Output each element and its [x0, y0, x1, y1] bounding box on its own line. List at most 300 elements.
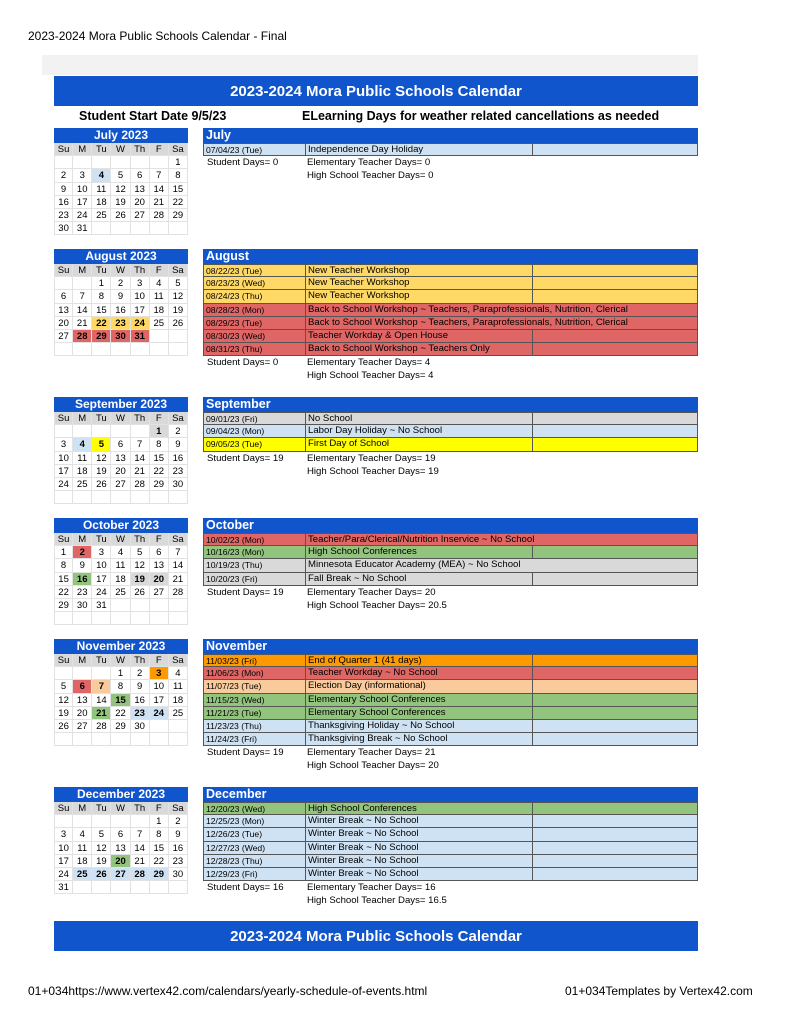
- day-cell: [54, 667, 73, 680]
- day-cell: 13: [111, 452, 130, 465]
- day-cell: 4: [73, 438, 92, 451]
- day-cell: [73, 667, 92, 680]
- day-cell: 7: [150, 169, 169, 182]
- event-note-cell: [533, 667, 697, 679]
- mini-calendar-grid: [54, 802, 188, 894]
- day-cell: 14: [131, 842, 150, 855]
- day-cell: 4: [111, 546, 130, 559]
- event-note-cell: [533, 290, 697, 302]
- day-cell: 8: [92, 290, 111, 303]
- day-cell: 17: [54, 855, 73, 868]
- day-cell: 24: [73, 209, 92, 222]
- day-cell: 19: [92, 855, 111, 868]
- day-cell: [169, 720, 188, 733]
- weekday-label: Tu: [92, 412, 111, 425]
- weekday-label: Sa: [169, 654, 188, 667]
- event-note-cell: [533, 733, 697, 745]
- day-cell: 1: [150, 425, 169, 438]
- document-title: 2023-2024 Mora Public Schools Calendar - Final: [28, 29, 287, 43]
- day-cell: 9: [73, 559, 92, 572]
- day-cell: 1: [111, 667, 130, 680]
- weekday-label: Sa: [169, 412, 188, 425]
- calendar-banner-top: 2023-2024 Mora Public Schools Calendar: [54, 76, 698, 106]
- mini-calendar-grid: [54, 654, 188, 746]
- day-cell: 20: [150, 573, 169, 586]
- event-name: Teacher Workday & Open House: [306, 330, 533, 342]
- day-cell: 15: [150, 842, 169, 855]
- day-cell: 30: [169, 868, 188, 881]
- day-cell: 31: [92, 599, 111, 612]
- event-name: Winter Break ~ No School: [306, 828, 533, 840]
- event-row: [203, 842, 698, 855]
- day-cell: [54, 815, 73, 828]
- day-cell: [150, 612, 169, 625]
- day-cell: [169, 330, 188, 343]
- day-totals: [203, 894, 698, 907]
- spacer: [203, 465, 305, 478]
- day-cell: 5: [111, 169, 130, 182]
- event-name: Back to School Workshop ~ Teachers, Paraprofessionals, Nutrition, Clerical: [308, 303, 628, 315]
- day-cell: [73, 425, 92, 438]
- event-name: Teacher Workday ~ No School: [306, 667, 533, 679]
- day-cell: 15: [92, 304, 111, 317]
- mini-calendar-title: November 2023: [54, 639, 188, 654]
- day-cell: 21: [92, 707, 111, 720]
- day-cell: 17: [131, 304, 150, 317]
- day-cell: 27: [150, 586, 169, 599]
- day-cell: [111, 815, 130, 828]
- day-cell: 18: [111, 573, 130, 586]
- day-cell: 16: [73, 573, 92, 586]
- day-cell: [169, 491, 188, 504]
- event-note-cell: [533, 680, 697, 692]
- day-cell: [54, 612, 73, 625]
- event-note-cell: [533, 828, 697, 840]
- day-cell: 12: [92, 452, 111, 465]
- weekday-label: Su: [54, 654, 73, 667]
- day-cell: [92, 733, 111, 746]
- day-cell: 1: [150, 815, 169, 828]
- day-cell: 28: [131, 868, 150, 881]
- weekday-label: F: [150, 264, 169, 277]
- mini-calendar-title: August 2023: [54, 249, 188, 264]
- day-cell: 27: [54, 330, 73, 343]
- day-cell: 16: [54, 196, 73, 209]
- day-cell: [92, 491, 111, 504]
- day-cell: 25: [111, 586, 130, 599]
- event-date: 12/29/23 (Fri): [204, 868, 306, 880]
- day-cell: 29: [150, 868, 169, 881]
- day-cell: 26: [92, 868, 111, 881]
- day-cell: 15: [169, 183, 188, 196]
- event-date: 10/19/23 (Thu): [204, 559, 306, 571]
- event-date: 10/20/23 (Fri): [204, 573, 306, 585]
- day-cell: [92, 612, 111, 625]
- day-cell: 20: [54, 317, 73, 330]
- day-cell: 8: [169, 169, 188, 182]
- day-cell: 2: [54, 169, 73, 182]
- event-row: [203, 815, 698, 828]
- high-school-teacher-days: High School Teacher Days= 0: [307, 170, 434, 182]
- event-date: 11/07/23 (Tue): [204, 680, 306, 692]
- event-date: 08/22/23 (Tue): [204, 265, 306, 276]
- event-name: Independence Day Holiday: [306, 144, 533, 155]
- day-cell: 25: [150, 317, 169, 330]
- day-cell: 27: [111, 478, 130, 491]
- event-date: 08/24/23 (Thu): [204, 290, 306, 302]
- day-cell: [150, 491, 169, 504]
- day-cell: [92, 815, 111, 828]
- day-cell: 3: [54, 828, 73, 841]
- day-cell: 6: [131, 169, 150, 182]
- day-totals: [203, 369, 698, 382]
- student-start-date: Student Start Date 9/5/23: [79, 109, 227, 123]
- elementary-teacher-days: Elementary Teacher Days= 0: [307, 157, 431, 169]
- spacer: [203, 599, 305, 612]
- day-cell: 1: [169, 156, 188, 169]
- weekday-label: Sa: [169, 143, 188, 156]
- day-cell: [92, 667, 111, 680]
- day-cell: [92, 156, 111, 169]
- day-cell: 23: [131, 707, 150, 720]
- events-table-title: September: [203, 397, 698, 412]
- day-cell: [54, 277, 73, 290]
- day-cell: 28: [169, 586, 188, 599]
- day-cell: 12: [131, 559, 150, 572]
- day-cell: [131, 491, 150, 504]
- day-cell: 17: [73, 196, 92, 209]
- mini-calendar: [54, 249, 188, 356]
- day-cell: [92, 425, 111, 438]
- event-name: Thanksgiving Holiday ~ No School: [306, 720, 533, 732]
- event-row: [203, 143, 698, 156]
- day-cell: 27: [73, 720, 92, 733]
- day-cell: 29: [111, 720, 130, 733]
- mini-calendar-grid: [54, 533, 188, 625]
- high-school-teacher-days: High School Teacher Days= 16.5: [307, 895, 447, 907]
- day-cell: 5: [131, 546, 150, 559]
- spacer: [203, 894, 305, 907]
- event-row: [203, 330, 698, 343]
- day-cell: 29: [150, 478, 169, 491]
- day-cell: 10: [131, 290, 150, 303]
- event-date: 12/28/23 (Thu): [204, 855, 306, 867]
- day-cell: 12: [169, 290, 188, 303]
- day-cell: 5: [169, 277, 188, 290]
- event-note-cell: [533, 815, 697, 827]
- day-cell: 6: [54, 290, 73, 303]
- day-cell: 19: [131, 573, 150, 586]
- day-cell: [150, 330, 169, 343]
- events-table: [203, 397, 698, 478]
- weekday-label: Su: [54, 802, 73, 815]
- day-cell: 16: [169, 842, 188, 855]
- day-cell: 14: [131, 452, 150, 465]
- day-cell: 4: [169, 667, 188, 680]
- event-name: First Day of School: [306, 438, 533, 450]
- day-totals: [203, 356, 698, 369]
- event-name: High School Conferences: [306, 546, 533, 558]
- spacer: [203, 369, 305, 382]
- weekday-label: Su: [54, 264, 73, 277]
- event-name: Winter Break ~ No School: [306, 855, 533, 867]
- day-cell: 17: [150, 694, 169, 707]
- day-cell: 19: [111, 196, 130, 209]
- day-cell: 16: [131, 694, 150, 707]
- day-cell: 30: [54, 222, 73, 235]
- day-cell: 13: [73, 694, 92, 707]
- weekday-label: Th: [131, 412, 150, 425]
- day-cell: 6: [111, 438, 130, 451]
- day-cell: 18: [169, 694, 188, 707]
- events-table-title: July: [203, 128, 698, 143]
- event-row: [203, 667, 698, 680]
- day-cell: 2: [169, 425, 188, 438]
- day-totals: [203, 452, 698, 465]
- day-cell: 2: [111, 277, 130, 290]
- event-date: 09/01/23 (Fri): [204, 413, 306, 424]
- weekday-label: Th: [131, 802, 150, 815]
- day-cell: 18: [92, 196, 111, 209]
- event-date: 10/02/23 (Mon): [204, 534, 306, 545]
- weekday-label: Th: [131, 654, 150, 667]
- mini-calendar: [54, 128, 188, 235]
- weekday-label: Th: [131, 143, 150, 156]
- day-cell: 9: [131, 680, 150, 693]
- day-cell: 3: [150, 667, 169, 680]
- events-table-title: October: [203, 518, 698, 533]
- weekday-label: W: [111, 654, 130, 667]
- mini-calendar-grid: [54, 412, 188, 504]
- day-cell: 10: [54, 452, 73, 465]
- mini-calendar: [54, 787, 188, 894]
- day-cell: [111, 343, 130, 356]
- day-cell: 12: [92, 842, 111, 855]
- event-note-cell: [533, 707, 697, 719]
- event-note-cell: [533, 720, 697, 732]
- day-cell: 29: [169, 209, 188, 222]
- day-cell: 14: [73, 304, 92, 317]
- day-cell: 22: [150, 465, 169, 478]
- day-cell: 14: [92, 694, 111, 707]
- day-cell: 29: [92, 330, 111, 343]
- day-cell: 24: [150, 707, 169, 720]
- day-cell: [150, 720, 169, 733]
- event-name: Winter Break ~ No School: [306, 842, 533, 854]
- event-note-cell: [533, 842, 697, 854]
- day-cell: [169, 612, 188, 625]
- day-totals: [203, 746, 698, 759]
- footer-credit: 01+034Templates by Vertex42.com: [565, 984, 753, 998]
- day-cell: 4: [92, 169, 111, 182]
- day-cell: 30: [111, 330, 130, 343]
- event-name: Fall Break ~ No School: [306, 573, 533, 585]
- day-cell: [169, 222, 188, 235]
- mini-calendar-title: September 2023: [54, 397, 188, 412]
- weekday-label: Tu: [92, 264, 111, 277]
- student-days: Student Days= 19: [207, 586, 284, 598]
- event-rows: [203, 264, 698, 356]
- day-cell: [73, 491, 92, 504]
- day-cell: [169, 343, 188, 356]
- day-cell: 3: [54, 438, 73, 451]
- student-days: Student Days= 0: [207, 157, 279, 169]
- day-cell: 15: [111, 694, 130, 707]
- calendar-banner-bottom: 2023-2024 Mora Public Schools Calendar: [54, 921, 698, 951]
- student-days: Student Days= 19: [207, 747, 284, 759]
- event-date: 10/16/23 (Mon): [204, 546, 306, 558]
- event-name: Winter Break ~ No School: [306, 815, 533, 827]
- mini-calendar: [54, 639, 188, 746]
- day-cell: [150, 599, 169, 612]
- high-school-teacher-days: High School Teacher Days= 4: [307, 370, 434, 382]
- day-cell: 20: [111, 855, 130, 868]
- day-cell: 10: [73, 183, 92, 196]
- mini-calendar: [54, 397, 188, 504]
- day-cell: 2: [131, 667, 150, 680]
- event-name: New Teacher Workshop: [306, 265, 533, 276]
- day-cell: [111, 612, 130, 625]
- day-cell: 23: [111, 317, 130, 330]
- event-date: 12/26/23 (Tue): [204, 828, 306, 840]
- day-cell: 4: [150, 277, 169, 290]
- day-cell: 12: [54, 694, 73, 707]
- event-name: Thanksgiving Break ~ No School: [306, 733, 533, 745]
- day-cell: 25: [73, 868, 92, 881]
- event-date: 08/28/23 (Mon): [204, 304, 306, 316]
- day-cell: 21: [73, 317, 92, 330]
- day-cell: [131, 733, 150, 746]
- weekday-label: M: [73, 412, 92, 425]
- event-row: [203, 264, 698, 277]
- day-cell: 31: [131, 330, 150, 343]
- day-cell: [73, 881, 92, 894]
- day-cell: 12: [111, 183, 130, 196]
- event-date: 12/20/23 (Wed): [204, 803, 306, 814]
- weekday-label: Tu: [92, 533, 111, 546]
- day-cell: 26: [169, 317, 188, 330]
- event-name: Minnesota Educator Academy (MEA) ~ No School: [308, 559, 521, 571]
- day-cell: 26: [54, 720, 73, 733]
- header-band: [42, 55, 698, 75]
- event-note-cell: [533, 413, 697, 424]
- day-cell: 17: [92, 573, 111, 586]
- day-cell: 9: [169, 438, 188, 451]
- event-date: 12/25/23 (Mon): [204, 815, 306, 827]
- day-cell: 3: [73, 169, 92, 182]
- elementary-teacher-days: Elementary Teacher Days= 4: [307, 357, 431, 369]
- day-cell: 18: [73, 465, 92, 478]
- events-table: [203, 128, 698, 182]
- day-cell: 14: [150, 183, 169, 196]
- day-cell: 24: [131, 317, 150, 330]
- day-cell: [73, 815, 92, 828]
- day-totals: [203, 881, 698, 894]
- event-rows: [203, 412, 698, 452]
- day-cell: 5: [54, 680, 73, 693]
- day-cell: 10: [150, 680, 169, 693]
- event-name: Back to School Workshop ~ Teachers Only: [306, 343, 533, 355]
- day-cell: 13: [111, 842, 130, 855]
- event-name: Election Day (informational): [306, 680, 533, 692]
- day-cell: [150, 156, 169, 169]
- weekday-label: M: [73, 533, 92, 546]
- event-note-cell: [533, 803, 697, 814]
- high-school-teacher-days: High School Teacher Days= 20.5: [307, 599, 447, 611]
- day-cell: [92, 881, 111, 894]
- day-cell: [111, 425, 130, 438]
- day-cell: 15: [150, 452, 169, 465]
- day-cell: 11: [92, 183, 111, 196]
- day-cell: 16: [111, 304, 130, 317]
- elementary-teacher-days: Elementary Teacher Days= 20: [307, 586, 436, 598]
- event-name: New Teacher Workshop: [306, 277, 533, 289]
- elearning-note: ELearning Days for weather related cancellations as needed: [302, 109, 660, 123]
- day-cell: [150, 881, 169, 894]
- day-cell: [92, 343, 111, 356]
- day-cell: 3: [92, 546, 111, 559]
- event-row: [203, 868, 698, 881]
- event-rows: [203, 533, 698, 586]
- weekday-label: Su: [54, 533, 73, 546]
- event-note-cell: [533, 425, 697, 437]
- event-name: No School: [306, 413, 533, 424]
- event-date: 09/05/23 (Tue): [204, 438, 306, 450]
- day-cell: 10: [92, 559, 111, 572]
- event-row: [203, 343, 698, 356]
- day-cell: 26: [111, 209, 130, 222]
- day-cell: [131, 599, 150, 612]
- day-cell: [131, 815, 150, 828]
- day-cell: 30: [169, 478, 188, 491]
- weekday-label: F: [150, 654, 169, 667]
- weekday-label: Tu: [92, 143, 111, 156]
- day-cell: 26: [131, 586, 150, 599]
- event-date: 08/29/23 (Tue): [204, 317, 306, 329]
- day-cell: 28: [73, 330, 92, 343]
- event-row: [203, 573, 698, 586]
- event-name: End of Quarter 1 (41 days): [306, 655, 533, 666]
- footer-url: 01+034https://www.vertex42.com/calendars/yearly-schedule-of-events.html: [28, 984, 428, 998]
- day-cell: 30: [73, 599, 92, 612]
- event-note-cell: [533, 438, 697, 450]
- day-cell: 7: [131, 828, 150, 841]
- event-name: Teacher/Para/Clerical/Nutrition Inservice ~ No School: [308, 534, 535, 545]
- event-note-cell: [533, 144, 697, 155]
- day-cell: 9: [169, 828, 188, 841]
- day-cell: 7: [92, 680, 111, 693]
- day-cell: [73, 612, 92, 625]
- mini-calendar-grid: [54, 264, 188, 356]
- day-cell: [150, 733, 169, 746]
- event-row: [203, 317, 698, 330]
- day-cell: [54, 156, 73, 169]
- day-cell: 11: [150, 290, 169, 303]
- weekday-label: Th: [131, 533, 150, 546]
- event-row: [203, 438, 698, 451]
- day-cell: [150, 222, 169, 235]
- mini-calendar-title: December 2023: [54, 787, 188, 802]
- event-name: New Teacher Workshop: [306, 290, 533, 302]
- day-cell: 16: [169, 452, 188, 465]
- day-cell: [131, 222, 150, 235]
- day-cell: 22: [111, 707, 130, 720]
- day-cell: [169, 599, 188, 612]
- event-rows: [203, 654, 698, 746]
- event-row: [203, 533, 698, 546]
- event-row: [203, 304, 698, 317]
- events-table-title: November: [203, 639, 698, 654]
